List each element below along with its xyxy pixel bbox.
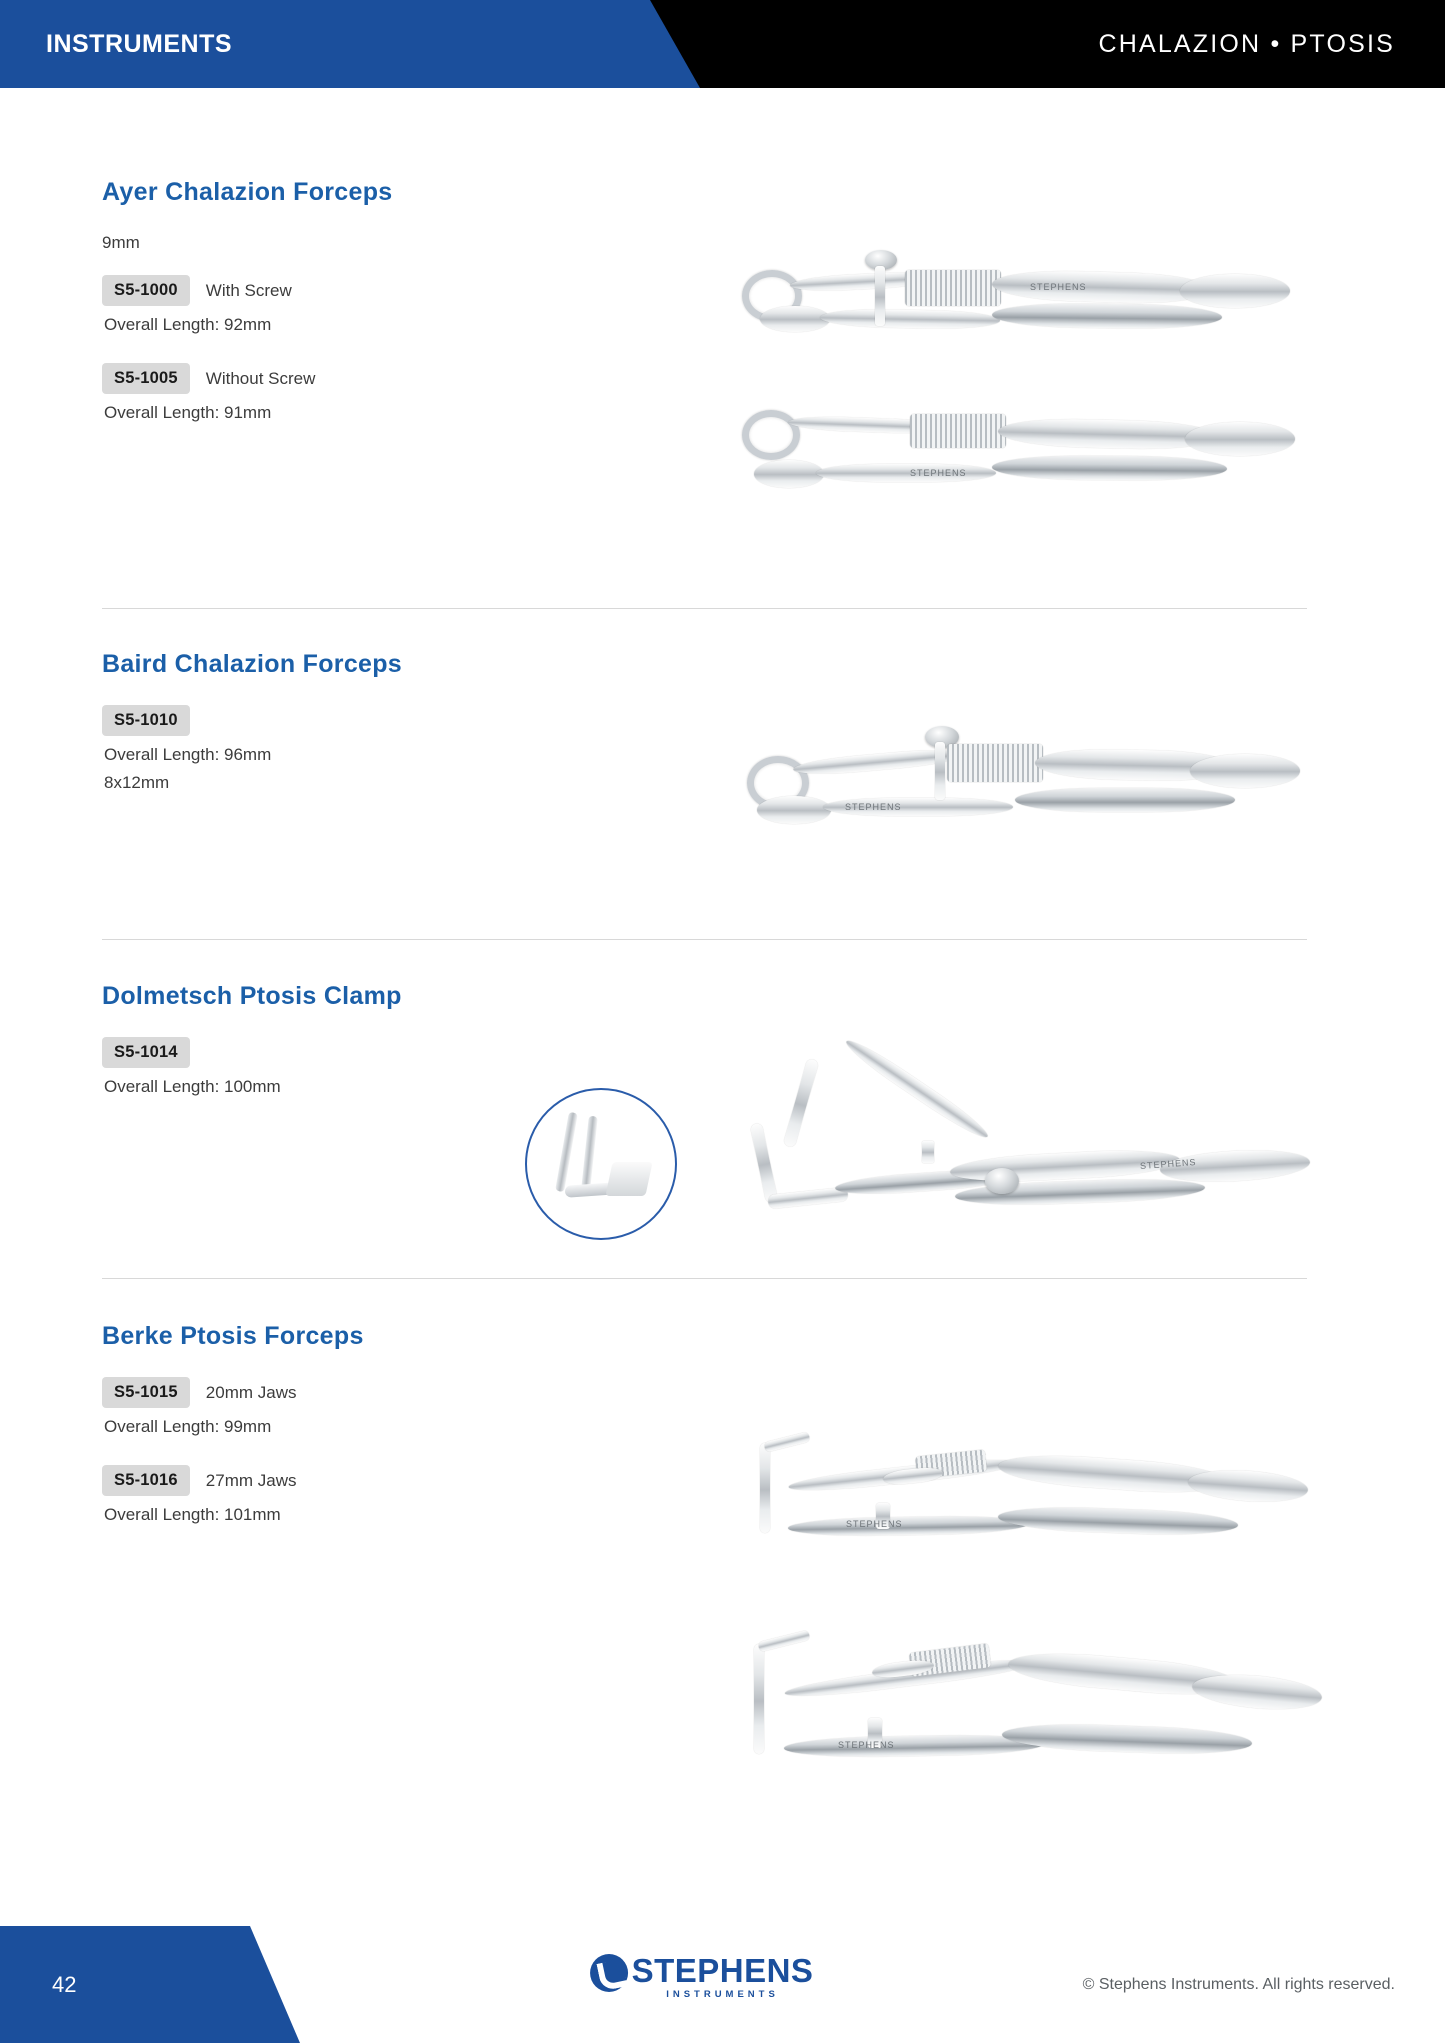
brand-mark: STEPHENS xyxy=(1030,282,1087,292)
section-divider xyxy=(102,939,1307,940)
instrument-image-s5-1010 xyxy=(735,728,1325,838)
instrument-image-s5-1000 xyxy=(730,248,1320,358)
instrument-image-s5-1014 xyxy=(740,1063,1330,1223)
product-detail: Overall Length: 92mm xyxy=(104,315,272,334)
knurled-grip xyxy=(910,414,1006,448)
lower-jaw xyxy=(1015,788,1235,812)
section-divider xyxy=(102,608,1307,609)
product-code-badge: S5-1005 xyxy=(102,363,190,394)
product-code-description: 27mm Jaws xyxy=(205,1470,297,1490)
copyright-text: © Stephens Instruments. All rights reserved. xyxy=(1082,1976,1395,1993)
product-detail: Overall Length: 100mm xyxy=(104,1077,281,1096)
brand-mark: STEPHENS xyxy=(845,802,902,812)
header-section-label: CHALAZION • PTOSIS xyxy=(1098,30,1395,58)
lower-shank xyxy=(816,464,996,482)
product-detail-secondary: 8x12mm xyxy=(104,773,170,792)
lower-plate xyxy=(757,796,831,824)
product-code-description: With Screw xyxy=(205,280,292,300)
vertical-arm xyxy=(760,1443,770,1533)
section-note: 9mm xyxy=(102,233,140,252)
lower-plate xyxy=(760,306,830,332)
locking-screw xyxy=(985,1168,1019,1194)
jaw-tip-upper xyxy=(1185,422,1295,456)
page-content xyxy=(0,88,1445,1926)
product-code-badge: S5-1015 xyxy=(102,1377,190,1408)
hook-tip xyxy=(758,1630,811,1652)
company-logo xyxy=(632,1954,814,2000)
page-header xyxy=(0,0,1445,88)
lower-jaw xyxy=(998,1505,1239,1537)
lower-plate xyxy=(754,460,824,488)
brand-mark: STEPHENS xyxy=(1139,1157,1197,1171)
brand-mark: STEPHENS xyxy=(846,1519,903,1529)
footer-blue-banner xyxy=(0,1926,300,2043)
lower-jaw xyxy=(992,303,1222,329)
product-code-row xyxy=(102,1377,1342,1408)
callout-plate xyxy=(605,1162,652,1196)
jaw-tip xyxy=(1187,1467,1309,1505)
product-code-description: 20mm Jaws xyxy=(205,1382,297,1402)
callout-tip-lower xyxy=(581,1116,598,1191)
hook-tip xyxy=(763,1432,810,1453)
section-divider xyxy=(102,1278,1307,1279)
page-footer xyxy=(0,1926,1445,2043)
upper-jaw xyxy=(997,1451,1229,1497)
logo-mark-icon xyxy=(590,1954,628,1992)
jaw-tip-upper xyxy=(1180,274,1290,308)
jaw-tip xyxy=(1191,1670,1323,1713)
product-detail: Overall Length: 91mm xyxy=(104,403,272,422)
lower-shank xyxy=(820,308,1000,329)
callout-tip-upper xyxy=(555,1112,578,1192)
pivot-pin xyxy=(922,1141,934,1163)
upper-jaw xyxy=(998,417,1219,450)
product-code-badge: S5-1010 xyxy=(102,705,190,736)
page-number: 42 xyxy=(52,1972,77,1997)
product-code-badge: S5-1014 xyxy=(102,1037,190,1068)
product-detail: Overall Length: 99mm xyxy=(104,1417,272,1436)
product-code-row xyxy=(102,363,1342,394)
jaw-tip-upper xyxy=(1190,754,1300,788)
product-code-description: Without Screw xyxy=(205,368,316,388)
curved-tip-upper xyxy=(783,1058,819,1148)
product-detail: Overall Length: 101mm xyxy=(104,1505,281,1524)
section-title: Baird Chalazion Forceps xyxy=(102,650,403,678)
detail-callout-circle xyxy=(525,1088,677,1240)
lower-jaw xyxy=(1002,1722,1253,1757)
screw-post xyxy=(875,266,885,326)
logo-wordmark: STEPHENS xyxy=(631,1952,814,1989)
vertical-arm xyxy=(754,1644,764,1754)
knurled-grip xyxy=(905,270,1001,306)
upper-jaw xyxy=(992,269,1213,305)
header-title: INSTRUMENTS xyxy=(46,30,233,58)
lower-shank xyxy=(788,1515,1028,1537)
instrument-image-s5-1016 xyxy=(740,1618,1340,1778)
finger-ring xyxy=(742,410,800,460)
screw-post xyxy=(935,742,945,800)
instrument-image-s5-1015 xyxy=(748,1423,1338,1563)
knurled-grip xyxy=(947,744,1043,782)
lower-jaw xyxy=(992,455,1227,481)
instrument-image-s5-1005 xyxy=(730,398,1320,508)
brand-mark: STEPHENS xyxy=(838,1740,895,1750)
product-detail: Overall Length: 96mm xyxy=(104,745,272,764)
logo-subtext: INSTRUMENTS xyxy=(666,1989,779,2000)
product-code-badge: S5-1016 xyxy=(102,1465,190,1496)
brand-mark: STEPHENS xyxy=(910,468,967,478)
section-title: Ayer Chalazion Forceps xyxy=(102,178,393,206)
curved-tip-lower xyxy=(750,1123,778,1204)
section-title: Berke Ptosis Forceps xyxy=(102,1322,364,1350)
product-code-badge: S5-1000 xyxy=(102,275,190,306)
section-title: Dolmetsch Ptosis Clamp xyxy=(102,982,402,1010)
